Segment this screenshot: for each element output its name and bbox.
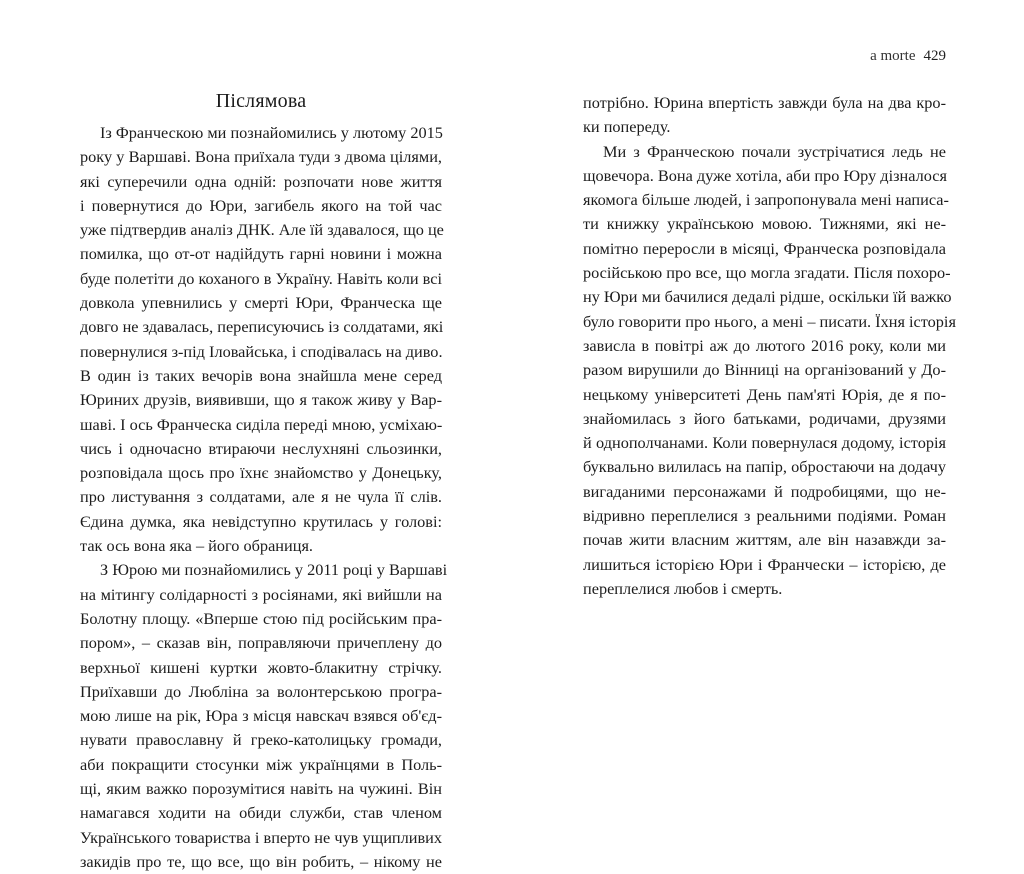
text-line: щовечора. Вона дуже хотіла, аби про Юру дізналося [583, 165, 947, 185]
text-line: верхньої кишені куртки жовто-блакитну стрічку. [80, 657, 442, 677]
text-line: ки попереду. [583, 117, 671, 137]
text-line: мою лише на рік, Юра з місця навскач взявся об'єд- [80, 706, 442, 726]
text-line: Болотну площу. «Вперше стою під російським пра- [80, 608, 442, 628]
text-line: переплелися любов і смерть. [583, 578, 783, 598]
text-line: російською про все, що могла згадати. Після похоро- [583, 263, 951, 283]
text-line: Із Франческою ми познайомились у лютому 2015 [100, 123, 443, 142]
text-line: разом вирушили до Вінниці на організований у До- [583, 360, 946, 380]
text-line: помітно переросли в місяці, Франческа розповідала [583, 238, 946, 258]
text-line: й однополчанами. Коли повернулася додому, історія [583, 433, 946, 453]
text-line: аби покращити стосунки між українцями в Поль- [80, 754, 442, 774]
text-line: так ось вона яка – його обраниця. [80, 536, 314, 556]
text-line: якомога більше людей, і запропонувала мені написа- [583, 190, 949, 210]
text-line: ти книжку українською мовою. Тижнями, які не- [583, 214, 946, 234]
text-line: року у Варшаві. Вона приїхала туди з двома цілями, [80, 147, 442, 167]
text-line: відривно переплелися з реальними подіями. Роман [583, 506, 946, 526]
text-line: Юриних друзів, виявивши, що я також живу у Вар- [80, 390, 442, 410]
text-line: потрібно. Юрина впертість завжди була на два кро- [583, 93, 946, 112]
text-line: помилка, що от-от надійдуть гарні новини і можна [80, 244, 442, 264]
text-line: буде полетіти до коханого в Україну. Навіть коли всі [80, 268, 442, 288]
text-line: Приїхавши до Любліна за волонтерською програ- [80, 681, 442, 701]
text-line: ну Юри ми бачилися дедалі рідше, оскільки їй важко [583, 287, 952, 307]
text-line: щі, яким важко порозумітися навіть на чужині. Він [80, 779, 442, 799]
text-line: В один із таких вечорів вона знайшла мене серед [80, 365, 442, 385]
right-page-text [583, 91, 956, 601]
text-line: пором», – сказав він, поправляючи причеплену до [80, 633, 442, 653]
text-line: почав жити власним життям, але він назавжди за- [583, 530, 946, 550]
text-line: нувати православну й греко-католицьку громади, [80, 730, 442, 750]
text-line: і повернутися до Юри, загибель якого на той час [80, 195, 442, 215]
text-line: закидів про те, що все, що він робить, – нікому не [80, 851, 442, 871]
text-line: нецькому університеті День пам'яті Юрія, де я по- [583, 384, 946, 404]
page-number: 429 [923, 48, 946, 64]
text-line: було говорити про нього, а мені – писати. Їхня історія [583, 311, 956, 331]
text-line: Ми з Франческою почали зустрічатися ледь не [603, 141, 946, 161]
text-line: чись і одночасно втираючи неслухняні сльозинки, [80, 438, 442, 458]
text-line: намагався ходити на обиди служби, став членом [80, 803, 442, 823]
text-line: які суперечили одна одній: розпочати нове життя [80, 171, 442, 191]
text-line: шаві. І ось Франческа сиділа переді мною, усміхаю- [80, 414, 443, 434]
text-line: розповідала щось про їхнє знайомство у Донецьку, [80, 463, 442, 483]
text-line: уже підтвердив аналіз ДНК. Але їй здавалося, що це [80, 220, 444, 240]
text-line: буквально вилилась на папір, обростаючи на додачу [583, 457, 946, 477]
text-line: знайомилась з його батьками, родичами, друзями [583, 408, 946, 428]
chapter-title: Післямова [215, 90, 307, 112]
running-title: a morte [870, 48, 916, 64]
text-line: Єдина думка, яка невідступно крутилась у голові: [80, 511, 442, 531]
text-line: довкола упевнились у смерті Юри, Франческа ще [80, 293, 442, 313]
text-line: довго не здавалась, переписуючись із солдатами, які [80, 317, 444, 337]
running-header [870, 48, 946, 65]
text-line: на мітингу солідарності з росіянами, які вийшли на [80, 584, 442, 604]
text-line: вигаданими персонажами й подробицями, що не- [583, 481, 946, 501]
text-line: Українського товариства і вперто не чув ущипливих [80, 827, 442, 847]
left-page-text [80, 121, 448, 874]
text-line: повернулися з-під Іловайська, і сподівалась на диво. [80, 341, 443, 361]
text-line: зависла в повітрі аж до лютого 2016 року, коли ми [583, 335, 946, 355]
text-line: про листування з солдатами, але я не чула її слів. [80, 487, 442, 507]
text-line: лишиться історією Юри і Франчески – історією, де [583, 554, 946, 574]
text-line: З Юрою ми познайомились у 2011 році у Варшаві [100, 560, 448, 580]
